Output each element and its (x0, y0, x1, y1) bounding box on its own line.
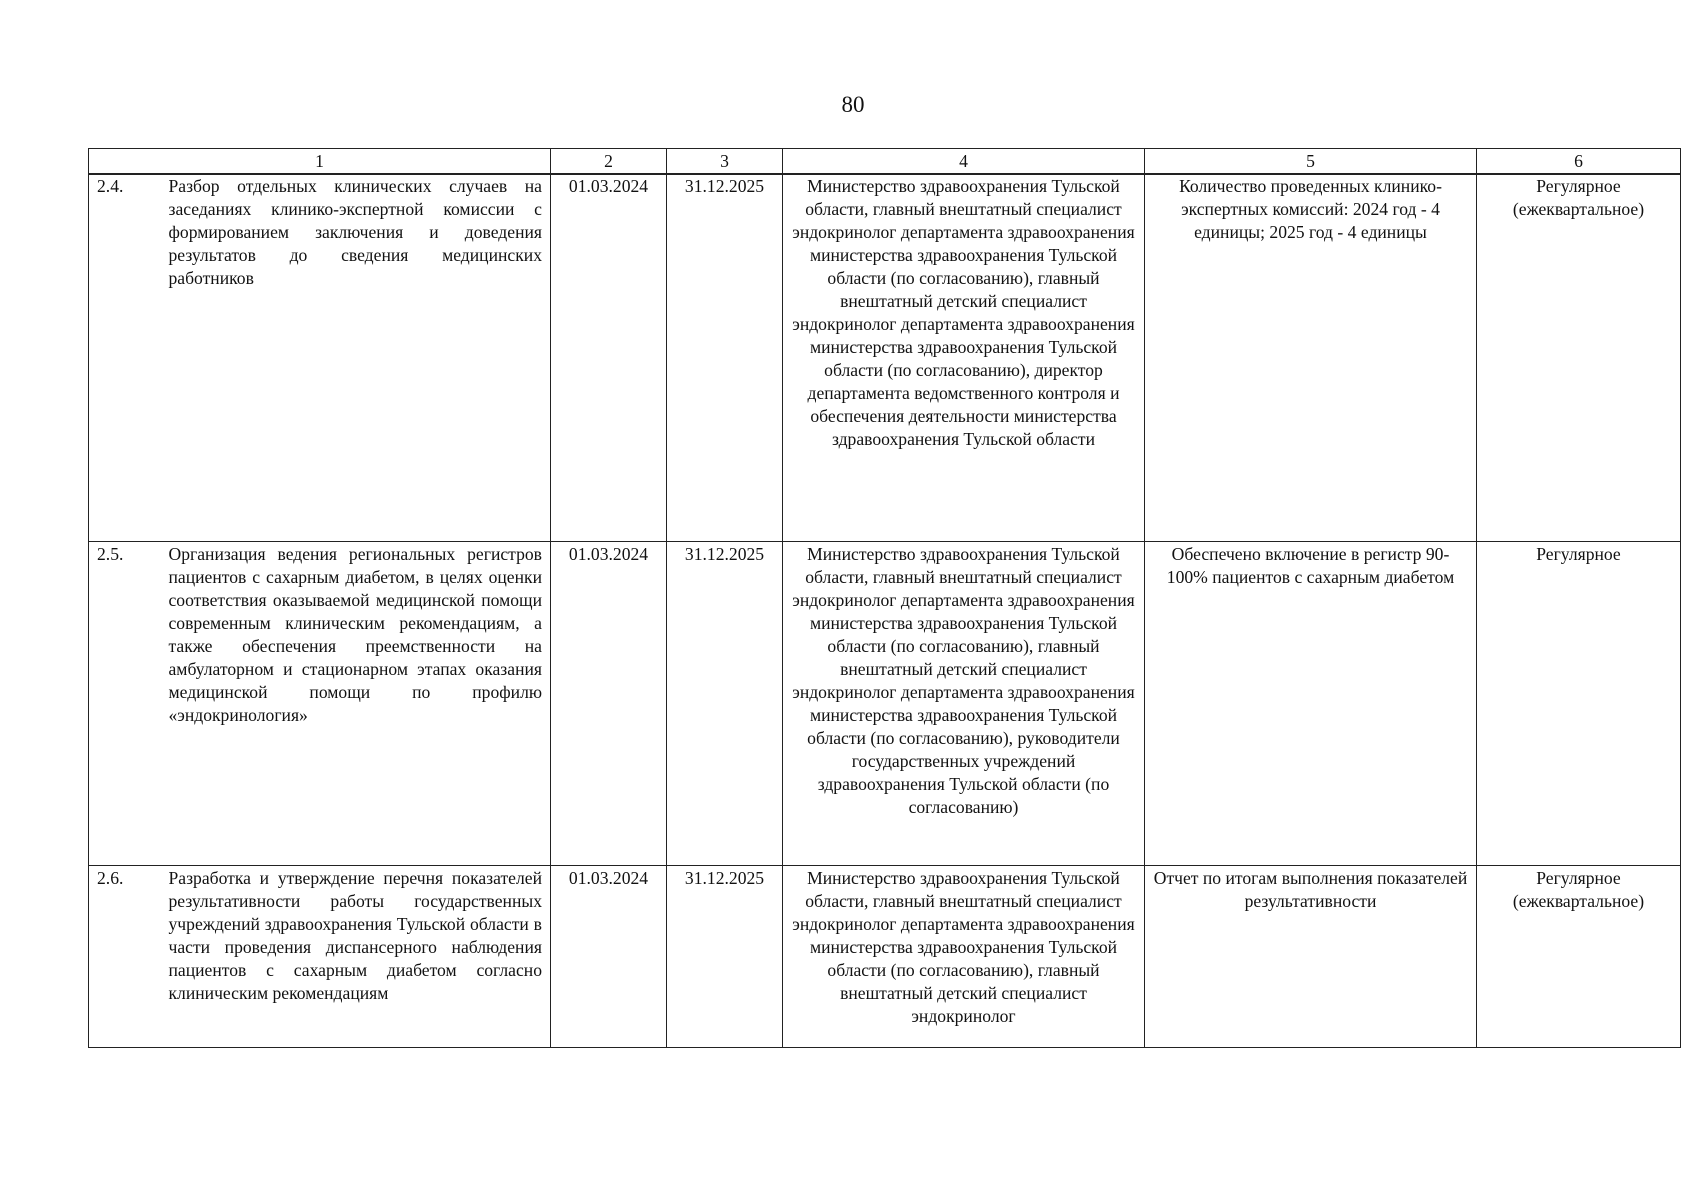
header-col-3: 3 (667, 149, 783, 175)
start-date: 01.03.2024 (551, 174, 667, 542)
measure-description: Разбор отдельных клинических случаев на заседаниях клинико-экспертной комиссии с формированием заключения и доведения результатов до сведения медицинских работников (161, 174, 551, 542)
start-date: 01.03.2024 (551, 542, 667, 866)
table-row (89, 542, 1681, 866)
table-row (89, 174, 1681, 542)
page-number: 80 (841, 92, 865, 117)
row-number: 2.5. (89, 542, 161, 866)
header-col-5: 5 (1145, 149, 1477, 175)
table-row (89, 866, 1681, 1048)
periodicity: Регулярное (ежеквартальное) (1477, 866, 1681, 1048)
measure-description: Разработка и утверждение перечня показателей результативности работы государственных учреждений здравоохранения Тульской области в части проведения диспансерного наблюдения пациентов с сахарным диабетом согласно клиническим рекомендациям (161, 866, 551, 1048)
executors: Министерство здравоохранения Тульской области, главный внештатный специалист эндокринолог департамента здравоохранения министерства здравоохранения Тульской области (по согласованию), главный внештатный детский специалист эндокринолог департамента здравоохранения министерства здравоохранения Тульской области (по согласованию), руководители государственных учреждений здравоохранения Тульской области (по согласованию) (783, 542, 1145, 866)
end-date: 31.12.2025 (667, 542, 783, 866)
table-header-row (89, 149, 1681, 175)
row-number: 2.4. (89, 174, 161, 542)
periodicity: Регулярное (ежеквартальное) (1477, 174, 1681, 542)
expected-result: Количество проведенных клинико-экспертных комиссий: 2024 год - 4 единицы; 2025 год - 4 единицы (1145, 174, 1477, 542)
header-col-1: 1 (89, 149, 551, 175)
start-date: 01.03.2024 (551, 866, 667, 1048)
executors: Министерство здравоохранения Тульской области, главный внештатный специалист эндокринолог департамента здравоохранения министерства здравоохранения Тульской области (по согласованию), главный внештатный детский специалист эндокринолог (783, 866, 1145, 1048)
measures-table (88, 148, 1681, 175)
measures-table-body (88, 173, 1681, 1048)
periodicity: Регулярное (1477, 542, 1681, 866)
expected-result: Отчет по итогам выполнения показателей результативности (1145, 866, 1477, 1048)
row-number: 2.6. (89, 866, 161, 1048)
expected-result: Обеспечено включение в регистр 90-100% пациентов с сахарным диабетом (1145, 542, 1477, 866)
header-col-4: 4 (783, 149, 1145, 175)
measure-description: Организация ведения региональных регистров пациентов с сахарным диабетом, в целях оценки соответствия оказываемой медицинской помощи современным клиническим рекомендациям, а также обеспечения преемственности на амбулаторном и стационарном этапах оказания медицинской помощи по профилю «эндокринология» (161, 542, 551, 866)
executors: Министерство здравоохранения Тульской области, главный внештатный специалист эндокринолог департамента здравоохранения министерства здравоохранения Тульской области (по согласованию), главный внештатный детский специалист эндокринолог департамента здравоохранения министерства здравоохранения Тульской области (по согласованию), директор департамента ведомственного контроля и обеспечения деятельности министерства здравоохранения Тульской области (783, 174, 1145, 542)
header-col-2: 2 (551, 149, 667, 175)
end-date: 31.12.2025 (667, 866, 783, 1048)
end-date: 31.12.2025 (667, 174, 783, 542)
header-col-6: 6 (1477, 149, 1681, 175)
